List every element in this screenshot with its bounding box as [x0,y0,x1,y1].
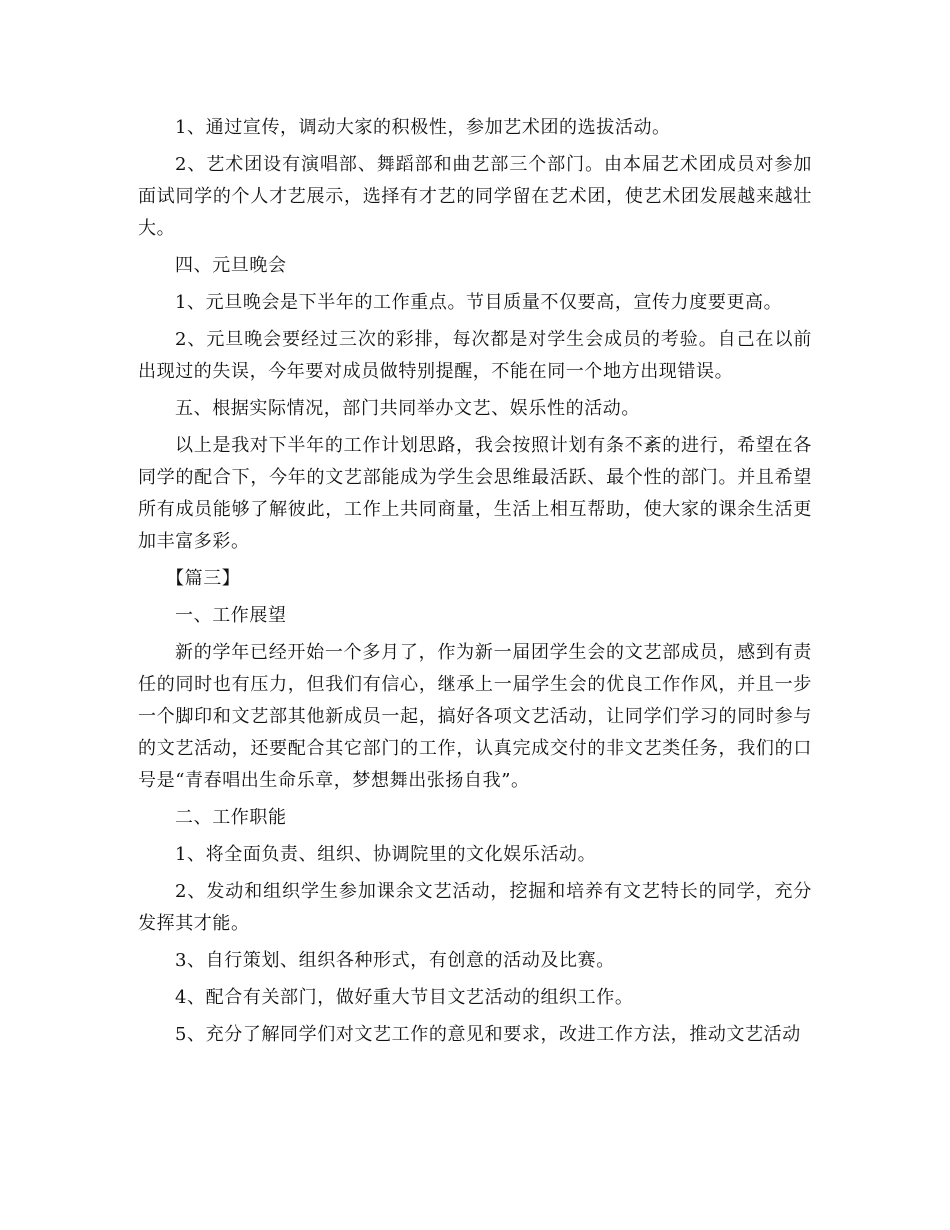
paragraph-item-1: 1、通过宣传，调动大家的积极性，参加艺术团的选拔活动。 [175,117,671,138]
function-item-2: 2、发动和组织学生参加课余文艺活动，挖掘和培养有文艺特长的同学，充分发挥其才能。 [138,881,812,934]
outlook-paragraph: 新的学年已经开始一个多月了，作为新一届团学生会的文艺部成员，感到有责任的同时也有压力，但我们有信心，继承上一届学生会的优良工作作风，并且一步一个脚印和文艺部其他新成员一起，搞好各项文艺活动，让同学们学习的同时参与的文艺活动，还要配合其它部门的工作，认真完成交付的非文艺类任务，我们的口号是“青春唱出生命乐章，梦想舞出张扬自我”。 [138,642,812,791]
paragraph-item-1: 1、元旦晚会是下半年的工作重点。节目质量不仅要高，宣传力度要更高。 [175,292,783,313]
paragraph-item-2: 2、艺术团设有演唱部、舞蹈部和曲艺部三个部门。由本届艺术团成员对参加面试同学的个人才艺展示，选择有才艺的同学留在艺术团，使艺术团发展越来越壮大。 [138,154,812,239]
function-item-4: 4、配合有关部门，做好重大节目文艺活动的组织工作。 [175,987,634,1008]
summary-paragraph: 以上是我对下半年的工作计划思路，我会按照计划有条不紊的进行，希望在各同学的配合下，今年的文艺部能成为学生会思维最活跃、最个性的部门。并且希望所有成员能够了解彼此，工作上共同商量，生活上相互帮助，使大家的课余生活更加丰富多彩。 [138,435,812,552]
section-heading-work-functions: 二、工作职能 [175,807,287,828]
section-heading-yuandan-wanhui: 四、元旦晚会 [175,255,287,276]
section-heading-work-outlook: 一、工作展望 [175,605,287,626]
function-item-1: 1、将全面负责、组织、协调院里的文化娱乐活动。 [175,844,597,865]
document-body [138,112,812,1056]
function-item-5: 5、充分了解同学们对文艺工作的意见和要求，改进工作方法，推动文艺活动 [175,1024,801,1045]
paragraph-item-2: 2、元旦晚会要经过三次的彩排，每次都是对学生会成员的考验。自己在以前出现过的失误，今年要对成员做特别提醒，不能在同一个地方出现错误。 [138,329,812,382]
part-three-heading: 【篇三】 [166,568,241,589]
function-item-3: 3、自行策划、组织各种形式，有创意的活动及比赛。 [175,950,615,971]
section-heading-5: 五、根据实际情况，部门共同举办文艺、娱乐性的活动。 [175,398,640,419]
